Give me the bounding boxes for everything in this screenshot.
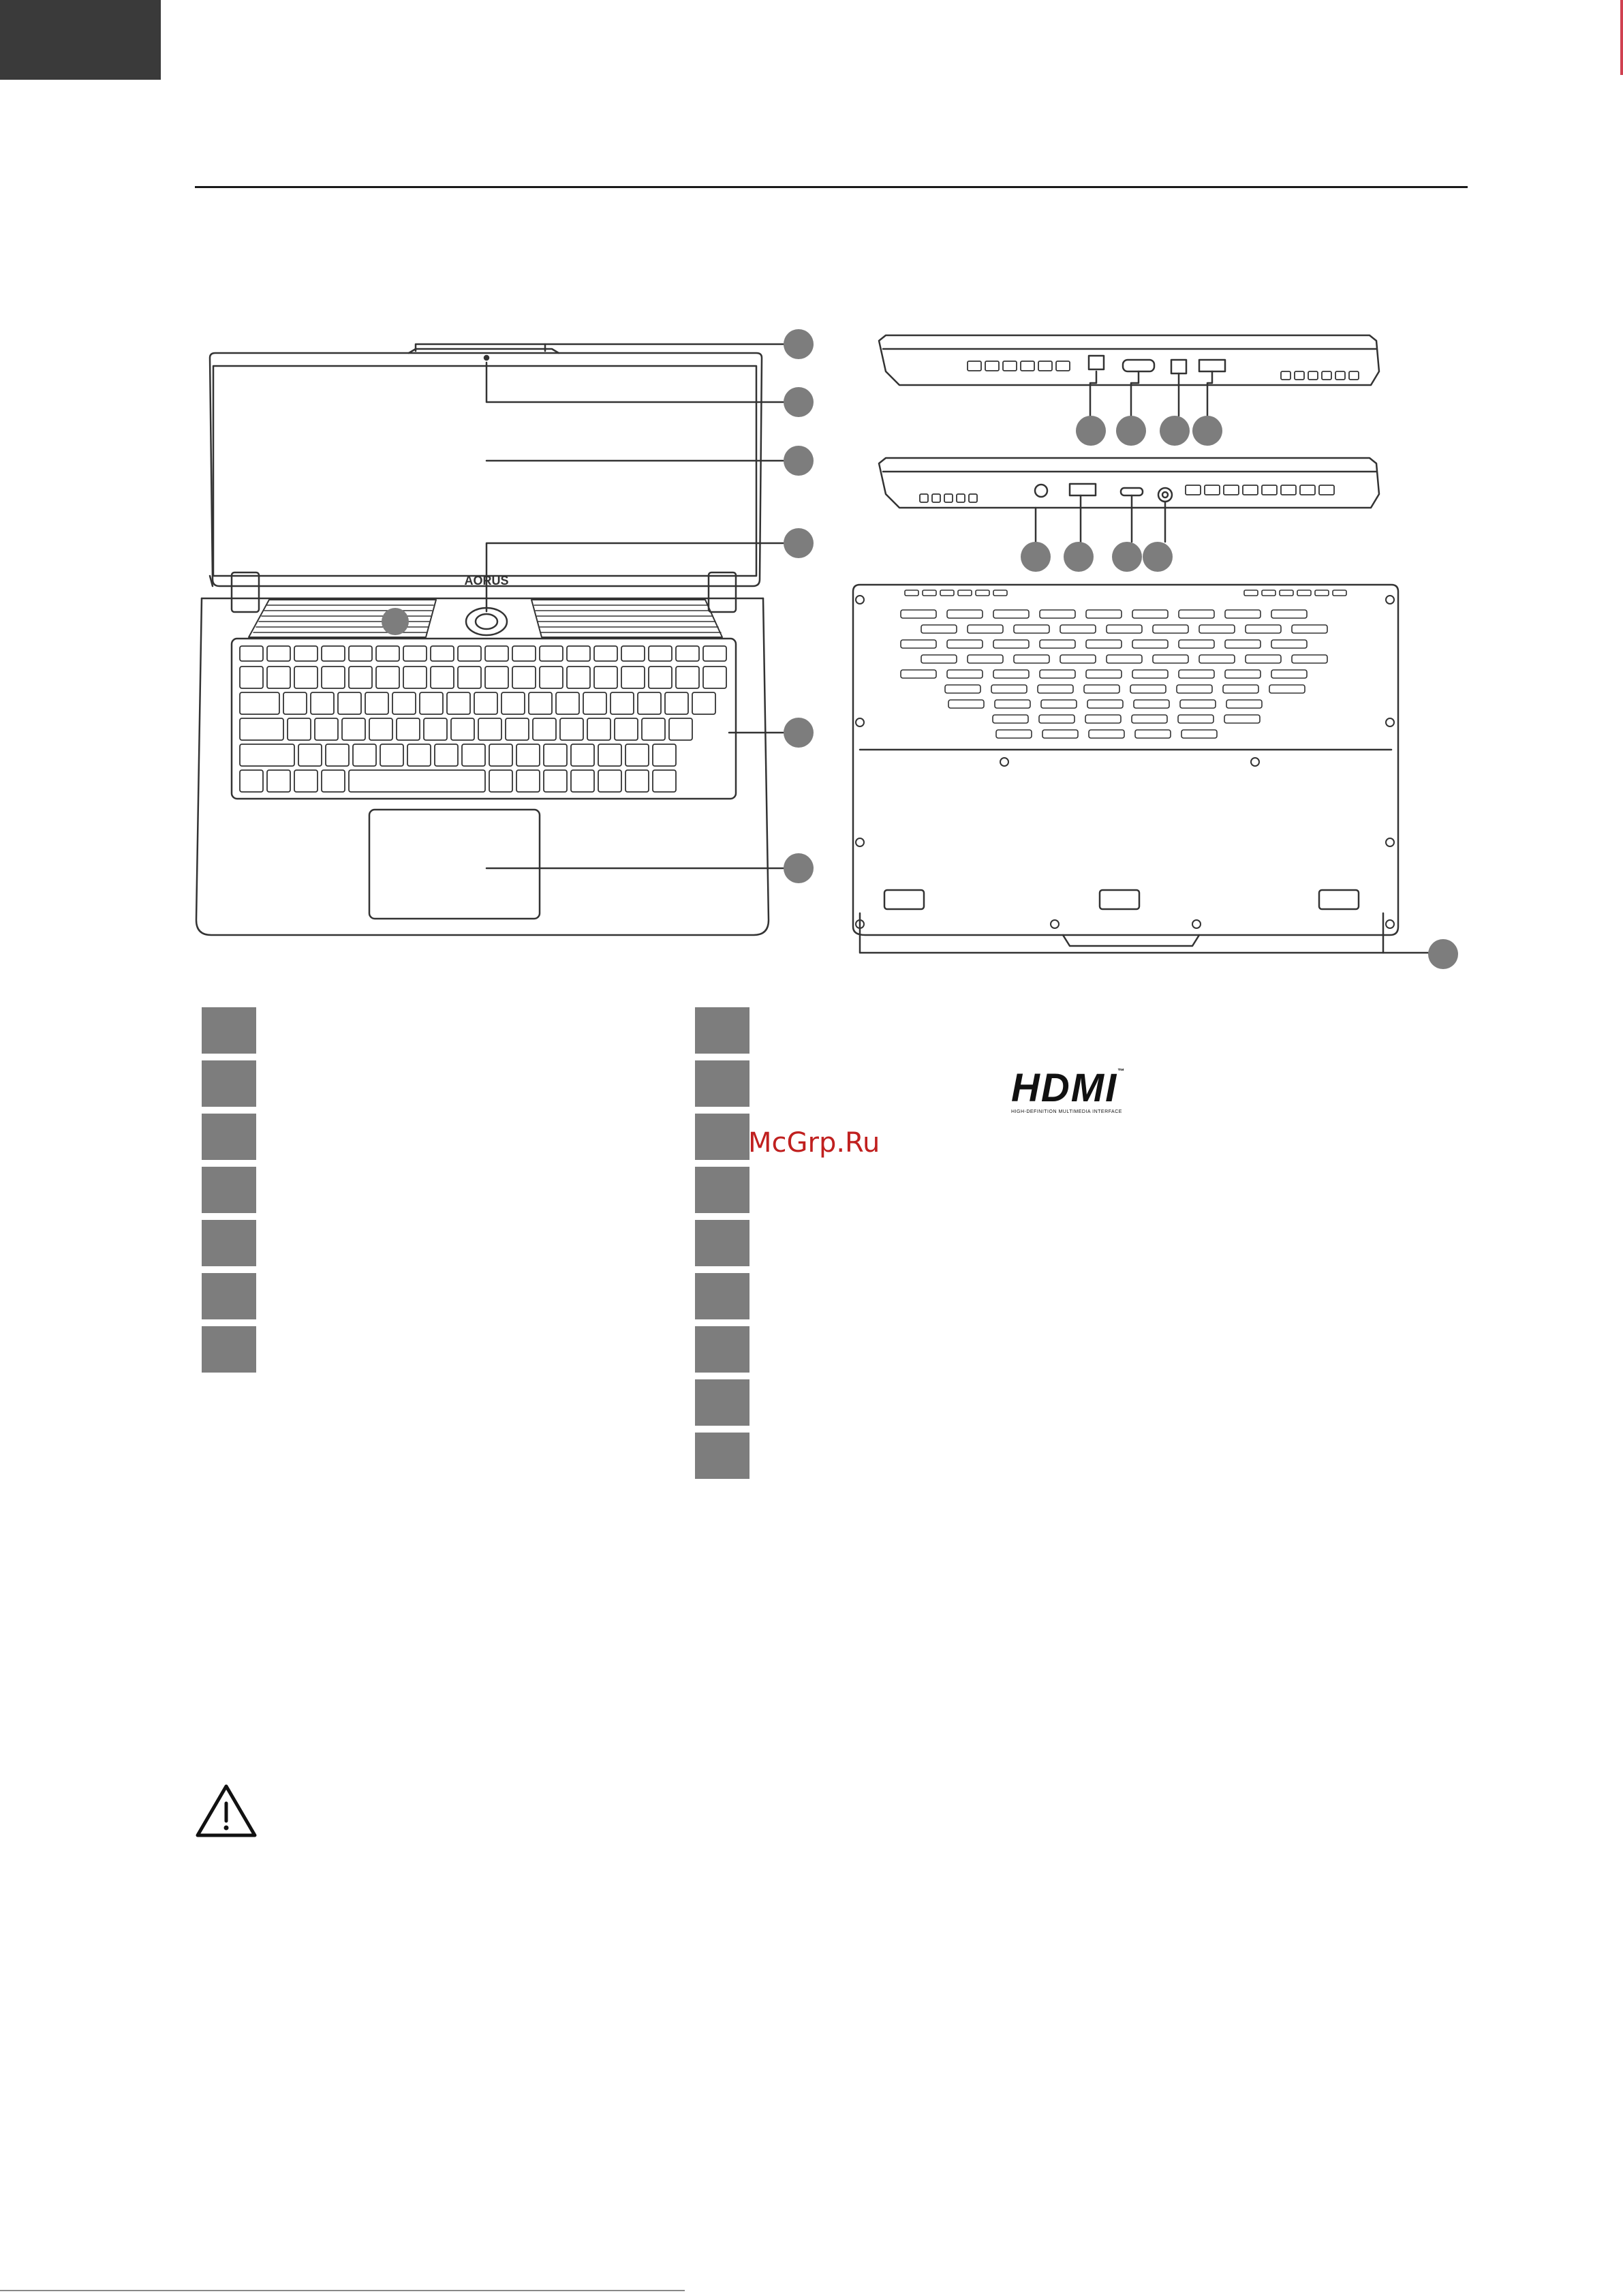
callout-5	[784, 718, 814, 748]
laptop-side-left	[879, 335, 1379, 446]
brand-logo: AORUS	[464, 574, 509, 587]
callout-4	[784, 528, 814, 558]
label-box	[695, 1167, 749, 1213]
hdmi-wordmark: HDMI	[1011, 1066, 1118, 1110]
laptop-bottom-view	[853, 585, 1458, 969]
label-box	[695, 1433, 749, 1479]
label-box	[695, 1114, 749, 1160]
hdmi-tagline: HIGH-DEFINITION MULTIMEDIA INTERFACE	[1011, 1109, 1122, 1114]
label-box	[202, 1060, 256, 1107]
callout-6	[784, 853, 814, 883]
dc-in-icon	[1158, 488, 1172, 502]
label-box	[202, 1167, 256, 1213]
callout-2	[784, 387, 814, 417]
usb-a-port-icon	[1199, 360, 1225, 371]
label-box	[695, 1379, 749, 1426]
label-box	[202, 1114, 256, 1160]
hdmi-trademark: ™	[1117, 1068, 1126, 1075]
ethernet-port-icon	[1089, 356, 1104, 369]
label-column-right	[695, 1007, 749, 1486]
laptop-diagram	[0, 0, 1623, 1009]
callout-3	[784, 446, 814, 476]
label-box	[695, 1220, 749, 1266]
label-box	[695, 1007, 749, 1054]
label-box	[695, 1060, 749, 1107]
watermark: McGrp.Ru	[748, 1127, 880, 1159]
label-box	[202, 1220, 256, 1266]
usb-a-port-icon	[1070, 484, 1096, 495]
warning-triangle-icon	[195, 1783, 258, 1839]
label-column-left	[202, 1007, 256, 1379]
laptop-side-right	[879, 458, 1379, 572]
audio-jack-icon	[1035, 485, 1047, 497]
top-callout-lines	[416, 344, 797, 868]
usb-c-port-icon	[1121, 488, 1143, 495]
top-callouts	[382, 329, 814, 883]
mini-displayport-icon	[1171, 360, 1186, 373]
footer-rule	[0, 2290, 685, 2291]
label-box	[695, 1326, 749, 1373]
label-box	[695, 1273, 749, 1319]
label-box	[202, 1007, 256, 1054]
label-box	[202, 1273, 256, 1319]
callout-speaker	[382, 608, 409, 635]
hdmi-port-icon	[1123, 360, 1154, 371]
callout-1	[784, 329, 814, 359]
label-box	[202, 1326, 256, 1373]
laptop-top-view	[196, 349, 769, 935]
hdmi-logo	[1011, 1066, 1147, 1114]
